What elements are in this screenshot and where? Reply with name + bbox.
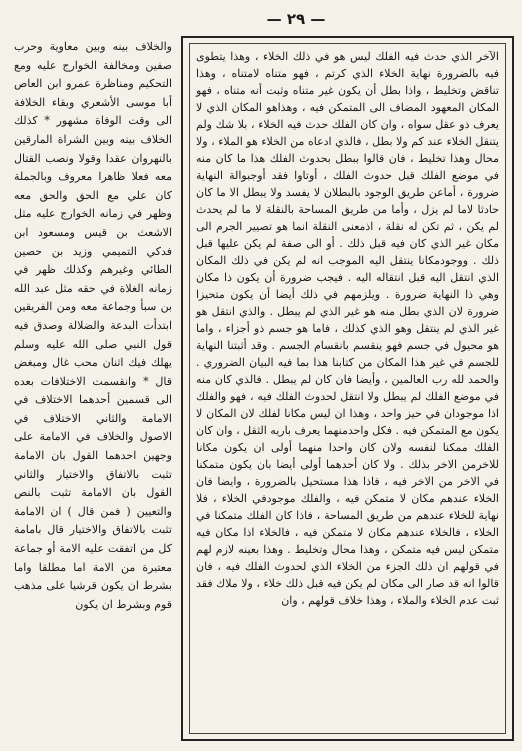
page-number: — ٢٩ — [266,10,326,28]
main-text: الآخر الذي حدث فيه الفلك ليس هو في ذلك الخلاء ، وهذا يتطوى فيه بالضرورة نهاية الخلاء الذي كرتم ، فهو متناه لامتناه ، وهذا تناقض وتخليط ، واذا بطل أن يكون غير متناه وثبت أنه متناه ، فهو المكان المعهود المضاف الى المتمكن فيه ، وهذاهو المكان الذي لا يعرف ذو عقل سواه ، وان كان الفلك حدث فيه الخلاء ، بلا شك ولم يتنقل الخلاء عند كم ولا بطل ، فالذي ادعاه من الخلاء هو الملاء ، ولا محال وهذا تخليط ، فان قالوا ببطل بحدوث الفلك هذا ما كان منه في موضع الفلك قبل حدوث الفلك ، أوتاوا فقد أوجبوالة النهاية ضرورة ، أماعن طريق الوجود بالبطلان لا يفسد ولا يبطل الا ما كان حادثا لاما لم يزل ، وأما من طريق المساحة بالنقلة لا ما لم يحدث لم يكن ، ثم تكن له نقلة ، اذمعنى النقلة انما هو تصيير الجرم الى مكان غير الذي كان فيه قبل ذلك . أو الى صفة لم يكن عليها قبل ذلك . ووجودمكانا ينتقل اليه الموجب انه لم يكن في ذلك المكان الذي انتقل اليه قبل انتقاله اليه . فيجب ضرورة أن يكون ذا مكان وهي ذا النهاية ضرورة . ويلزمهم في ذلك أيضا أن يكون متحيزا ضرورة لان الذي بطل منه هو غير الذي لم يبطل . والذي انتقل هو غير الذي لم ينتقل وهو الذي كذلك ، فاما هو جسم ذو أجزاء ، واما هو محيول في جسم فهو ينقسم بانقسام الجسم . وقد أثبتنا النهاية للجسم في غير هذا المكان من كتابنا هذا بما فيه البيان الضروري . والحمد لله رب العالمين ، وأيضا فان كان لم يبطل . فالذي كان منه في موضع الفلك لم يبطل ولا انتقل لحدوث الفلك فيه ، فهو والفلك اذا موجودان في حيز واحد ، وهذا ان ليس مكانا لفلك لان المكان لا يكون مع المتمكن فيه . فكل واحدمنهما يعرف باريه الثقل ، وان كان الفلك ممكنا لنفسه ولان كان واحدا منهما أولى ان يكون مكانا للاخرمن الاخر بذلك . ولا كان أحدهما أولى أيضا بان يكون متمكنا في الاخر من الاخر فيه ، فاذا هذا مستحيل بالضرورة ، وايضا فان الخلاء عندهم مكان لا متمكن فيه ، والفلك موجودفي الخلاء ، فلا نهاية للخلاء عندهم من طريق المساحة ، فاذا كان الفلك متمكنا في الخلاء ، فالخلاء عندهم مكان لا متمكن فيه ، فالخلاء اذا مكان فيه متمكن ليس فيه متمكن ، وهذا محال وتخليط . وهذا بعينه لازم لهم في قولهم ان ذلك الجزء من الخلاء الذي لحدوث الفلك فيه ، فان قالوا انه قد صار الى مكان لم يكن فيه قبل ذلك خلاء ، ولا ملاك فقد ثبت عدم الخلاء والملاء ، وهذا خلاف قولهم ، وان [196,50,499,607]
side-text: والخلاف بينه وبين معاوية وحرب صفين ومخالفة الخوارج عليه ومع التحكيم ومناظرة عمرو ابن العاص أبا موسى الأشعري وبقاء الخلافة الى وقت الوفاة مشهور * كذلك الخلاف بينه وبين الشراة المارقين بالنهروان عقدا وقولا ونصب القتال معه فعلا ظاهرا معروف وبالجملة كان علي مع الحق والحق معه وظهر في زمانه الخوارج عليه مثل الاشعث بن قيس ومسعود ابن فدكي التميمي وزيد بن حصين الطائي وغيرهم وكذلك ظهر في زمانه الغلاة في حقه مثل عبد الله بن سبأ وجماعة معه ومن الفريقين ابتدأت البدعة والضلالة وصدق فيه قول النبي صلى الله عليه وسلم يهلك فيك اثنان محب غال ومبغض قال * وانقسمت الاختلافات بعده الى قسمين أحدهما الاختلاف في الامامة والثاني الاختلاف في الاصول والخلاف في الامامة على وجهين احدهما القول بان الامامة تثبت بالاتفاق والاختيار والثاني القول بان الامامة تثبت بالنص والتعيين ( فمن قال ) ان الامامة تثبت بالاتفاق والاختيار قال بامامة كل من اتفقت عليه الامة أو جماعة معتبرة من الامة اما مطلقا واما بشرط ان يكون قرشيا على مذهب قوم وبشرط ان يكون [14,40,172,611]
main-text-inner-border [189,43,506,734]
main-text-frame [181,36,514,741]
side-column [14,38,172,738]
